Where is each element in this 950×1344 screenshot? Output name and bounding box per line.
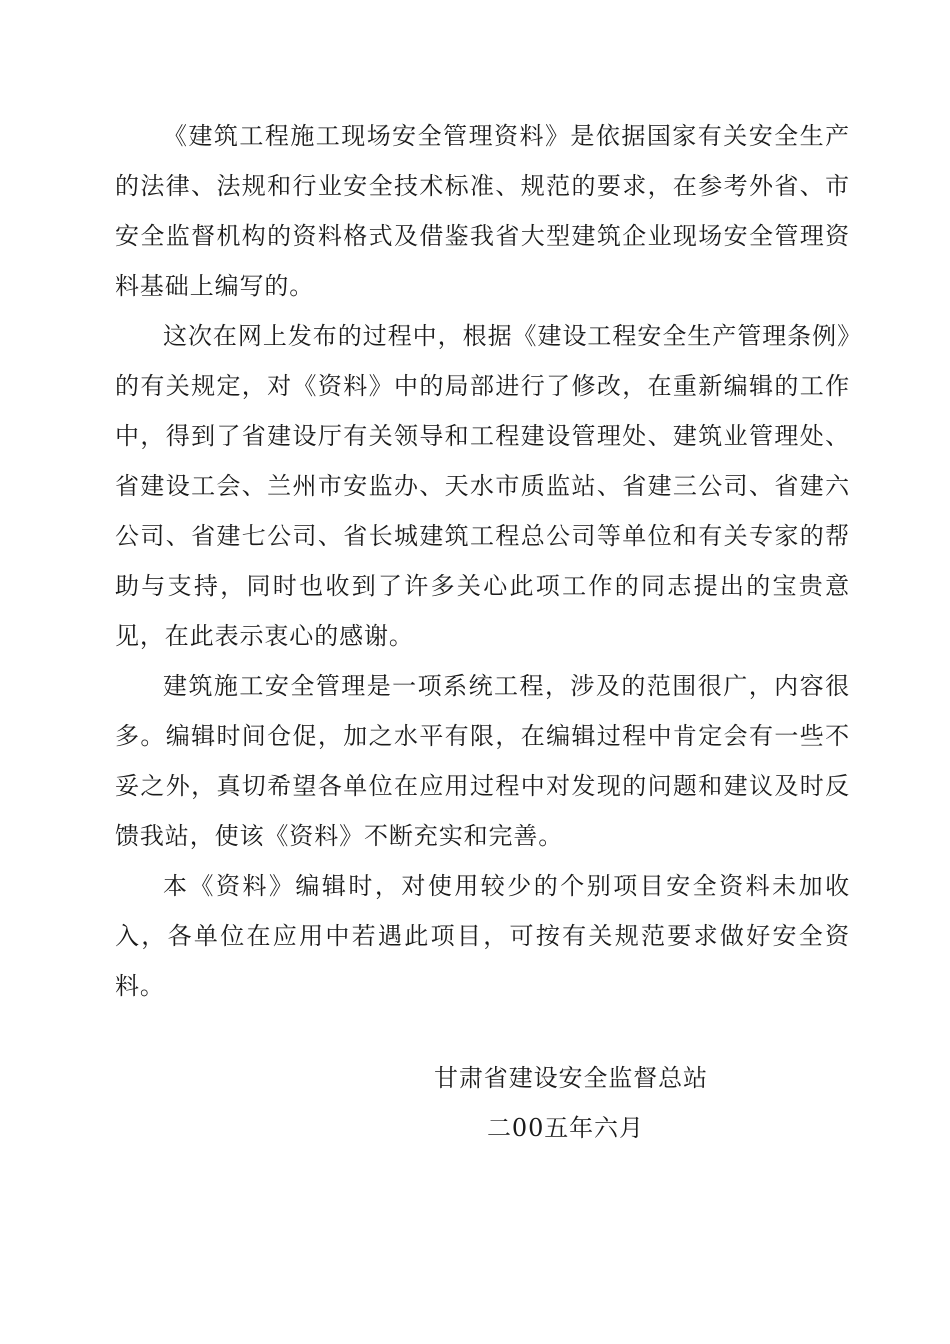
paragraph-2: 这次在网上发布的过程中，根据《建设工程安全生产管理条例》的有关规定，对《资料》中的局部进行了修改，在重新编辑的工作中，得到了省建设厅有关领导和工程建设管理处、建筑业管理处、省建设工会、兰州市安监办、天水市质监站、省建三公司、省建六公司、省建七公司、省长城建筑工程总公司等单位和有关专家的帮助与支持，同时也收到了许多关心此项工作的同志提出的宝贵意见，在此表示衷心的感谢。 (115, 322, 850, 650)
paragraph-1: 《建筑工程施工现场安全管理资料》是依据国家有关安全生产的法律、法规和行业安全技术标准、规范的要求，在参考外省、市安全监督机构的资料格式及借鉴我省大型建筑企业现场安全管理资料基础上编写的。 (115, 122, 850, 300)
signature-organization: 甘肃省建设安全监督总站 (434, 1064, 708, 1092)
signature-block (420, 1053, 740, 1153)
document-body (115, 111, 850, 1011)
paragraph-3: 建筑施工安全管理是一项系统工程，涉及的范围很广，内容很多。编辑时间仓促，加之水平有限，在编辑过程中肯定会有一些不妥之外，真切希望各单位在应用过程中对发现的问题和建议及时反馈我站，使该《资料》不断充实和完善。 (115, 672, 850, 850)
signature-date: 二00五年六月 (487, 1114, 644, 1142)
paragraph-4: 本《资料》编辑时，对使用较少的个别项目安全资料未加收入，各单位在应用中若遇此项目，可按有关规范要求做好安全资料。 (115, 872, 850, 1000)
